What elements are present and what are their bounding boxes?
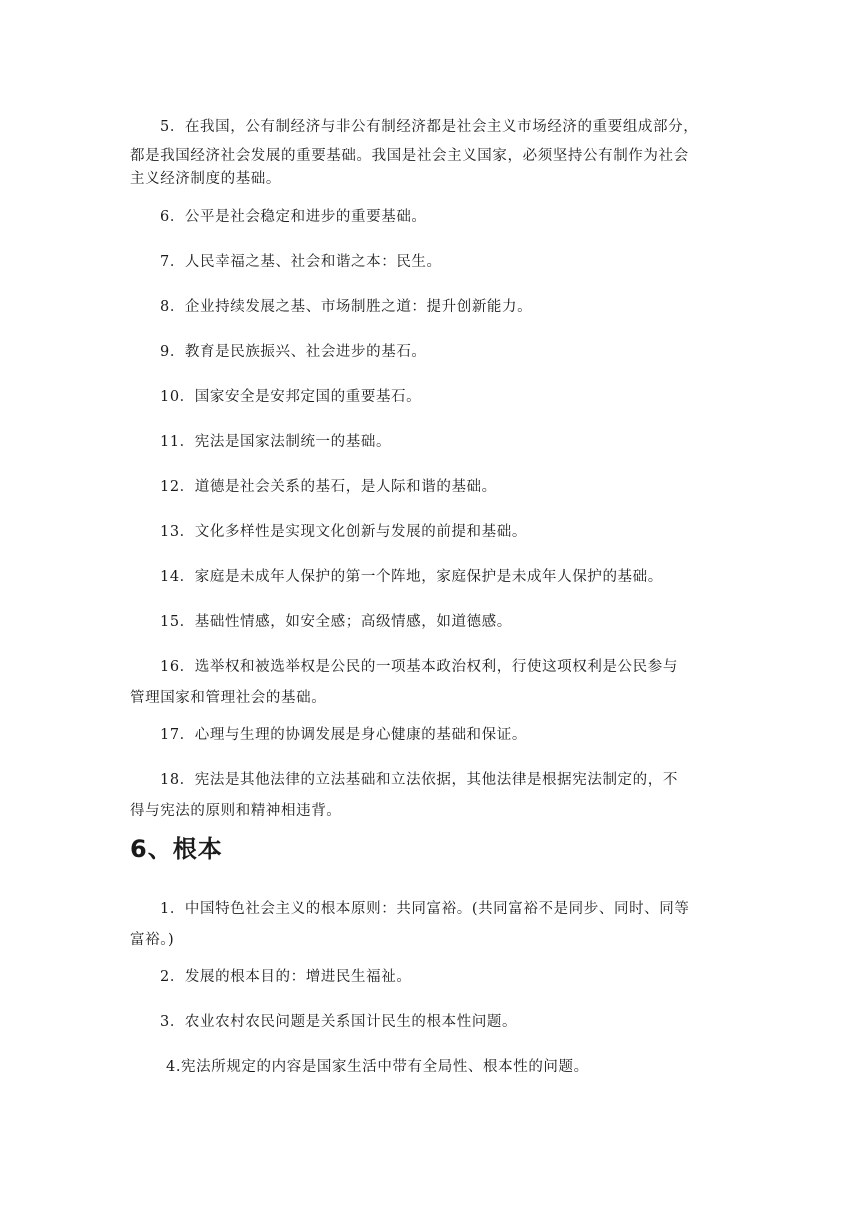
list-item: [130, 1007, 730, 1038]
line: 8．企业持续发展之基、市场制胜之道：提升创新能力。: [160, 299, 533, 315]
line: 富裕。): [130, 932, 175, 948]
line: 16．选举权和被选举权是公民的一项基本政治权利，行使这项权利是公民参与: [160, 659, 678, 675]
line: 2．发展的根本目的：增进民生福祉。: [160, 969, 412, 985]
line: 1．中国特色社会主义的根本原则：共同富裕。(共同富裕不是同步、同时、同等: [160, 901, 690, 917]
section-heading: 6、根本: [130, 835, 223, 863]
line: 4.宪法所规定的内容是国家生活中带有全局性、根本性的问题。: [166, 1059, 589, 1075]
list-item: [130, 1052, 730, 1083]
line: 得与宪法的原则和精神相违背。: [130, 803, 342, 819]
list-item: [130, 894, 730, 956]
line: 17．心理与生理的协调发展是身心健康的基础和保证。: [160, 727, 527, 743]
line: 9．教育是民族振兴、社会进步的基石。: [160, 344, 427, 360]
line: 6．公平是社会稳定和进步的重要基础。: [160, 209, 427, 225]
line: 都是我国经济社会发展的重要基础。我国是社会主义国家，必须坚持公有制作为社会: [130, 148, 689, 164]
line: 7．人民幸福之基、社会和谐之本：民生。: [160, 254, 442, 270]
line: 15．基础性情感，如安全感；高级情感，如道德感。: [160, 614, 512, 630]
list-item: [130, 382, 730, 413]
list-item: [130, 517, 730, 548]
line: 3．农业农村农民问题是关系国计民生的根本性问题。: [160, 1014, 518, 1030]
line: 13．文化多样性是实现文化创新与发展的前提和基础。: [160, 524, 527, 540]
line: 5．在我国，公有制经济与非公有制经济都是社会主义市场经济的重要组成部分，: [160, 119, 699, 135]
list-item: [130, 292, 730, 323]
list-item: [130, 765, 730, 827]
list-item: [130, 472, 730, 503]
line: 14．家庭是未成年人保护的第一个阵地，家庭保护是未成年人保护的基础。: [160, 569, 663, 585]
line: 10．国家安全是安邦定国的重要基石。: [160, 389, 422, 405]
list-item: [130, 607, 730, 638]
list-item: [130, 247, 730, 278]
line: 11．宪法是国家法制统一的基础。: [160, 434, 392, 450]
list-item: [130, 652, 730, 714]
line: 12．道德是社会关系的基石，是人际和谐的基础。: [160, 479, 497, 495]
line: 主义经济制度的基础。: [130, 171, 281, 187]
list-item: [130, 562, 730, 593]
list-item: [130, 427, 730, 458]
list-item: [130, 202, 730, 233]
list-item: [130, 337, 730, 368]
line: 18．宪法是其他法律的立法基础和立法依据，其他法律是根据宪法制定的，不: [160, 772, 678, 788]
list-item: [130, 962, 730, 993]
list-item: [130, 112, 730, 195]
list-item: [130, 720, 730, 751]
line: 管理国家和管理社会的基础。: [130, 690, 327, 706]
